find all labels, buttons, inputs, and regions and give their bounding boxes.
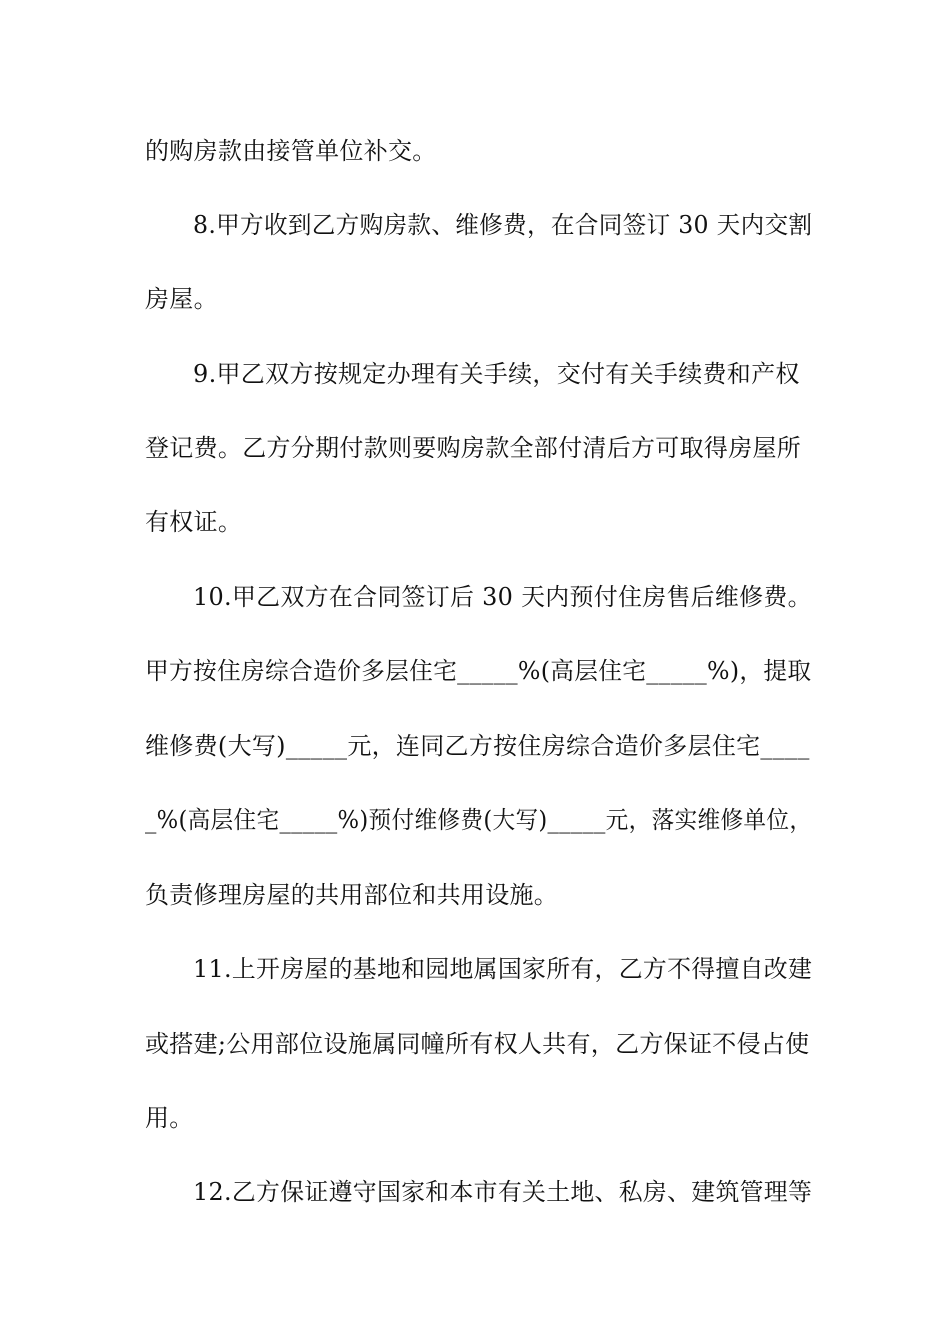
text-line: 10.甲乙双方在合同签订后 30 天内预付住房售后维修费。: [193, 583, 812, 611]
text-line: 有权证。: [145, 508, 243, 536]
text-line: 用。: [145, 1104, 194, 1132]
text-line: 12.乙方保证遵守国家和本市有关土地、私房、建筑管理等: [193, 1178, 813, 1206]
text-line: 登记费。乙方分期付款则要购房款全部付清后方可取得房屋所: [145, 434, 802, 462]
text-line: 维修费(大写)_____元，连同乙方按住房综合造价多层住宅____: [145, 732, 810, 760]
text-line: 房屋。: [145, 285, 218, 313]
text-line: 11.上开房屋的基地和园地属国家所有，乙方不得擅自改建: [193, 955, 813, 983]
text-line: 甲方按住房综合造价多层住宅_____%(高层住宅_____%)，提取: [145, 657, 812, 685]
text-line: 负责修理房屋的共用部位和共用设施。: [145, 881, 559, 909]
text-line: 8.甲方收到乙方购房款、维修费，在合同签订 30 天内交割: [193, 211, 813, 239]
text-line: 9.甲乙双方按规定办理有关手续，交付有关手续费和产权: [193, 360, 800, 388]
text-line: 或搭建;公用部位设施属同幢所有权人共有，乙方保证不侵占使: [145, 1030, 810, 1058]
text-line: 的购房款由接管单位补交。: [145, 137, 437, 165]
text-line: _%(高层住宅_____%)预付维修费(大写)_____元，落实维修单位，: [145, 806, 813, 834]
